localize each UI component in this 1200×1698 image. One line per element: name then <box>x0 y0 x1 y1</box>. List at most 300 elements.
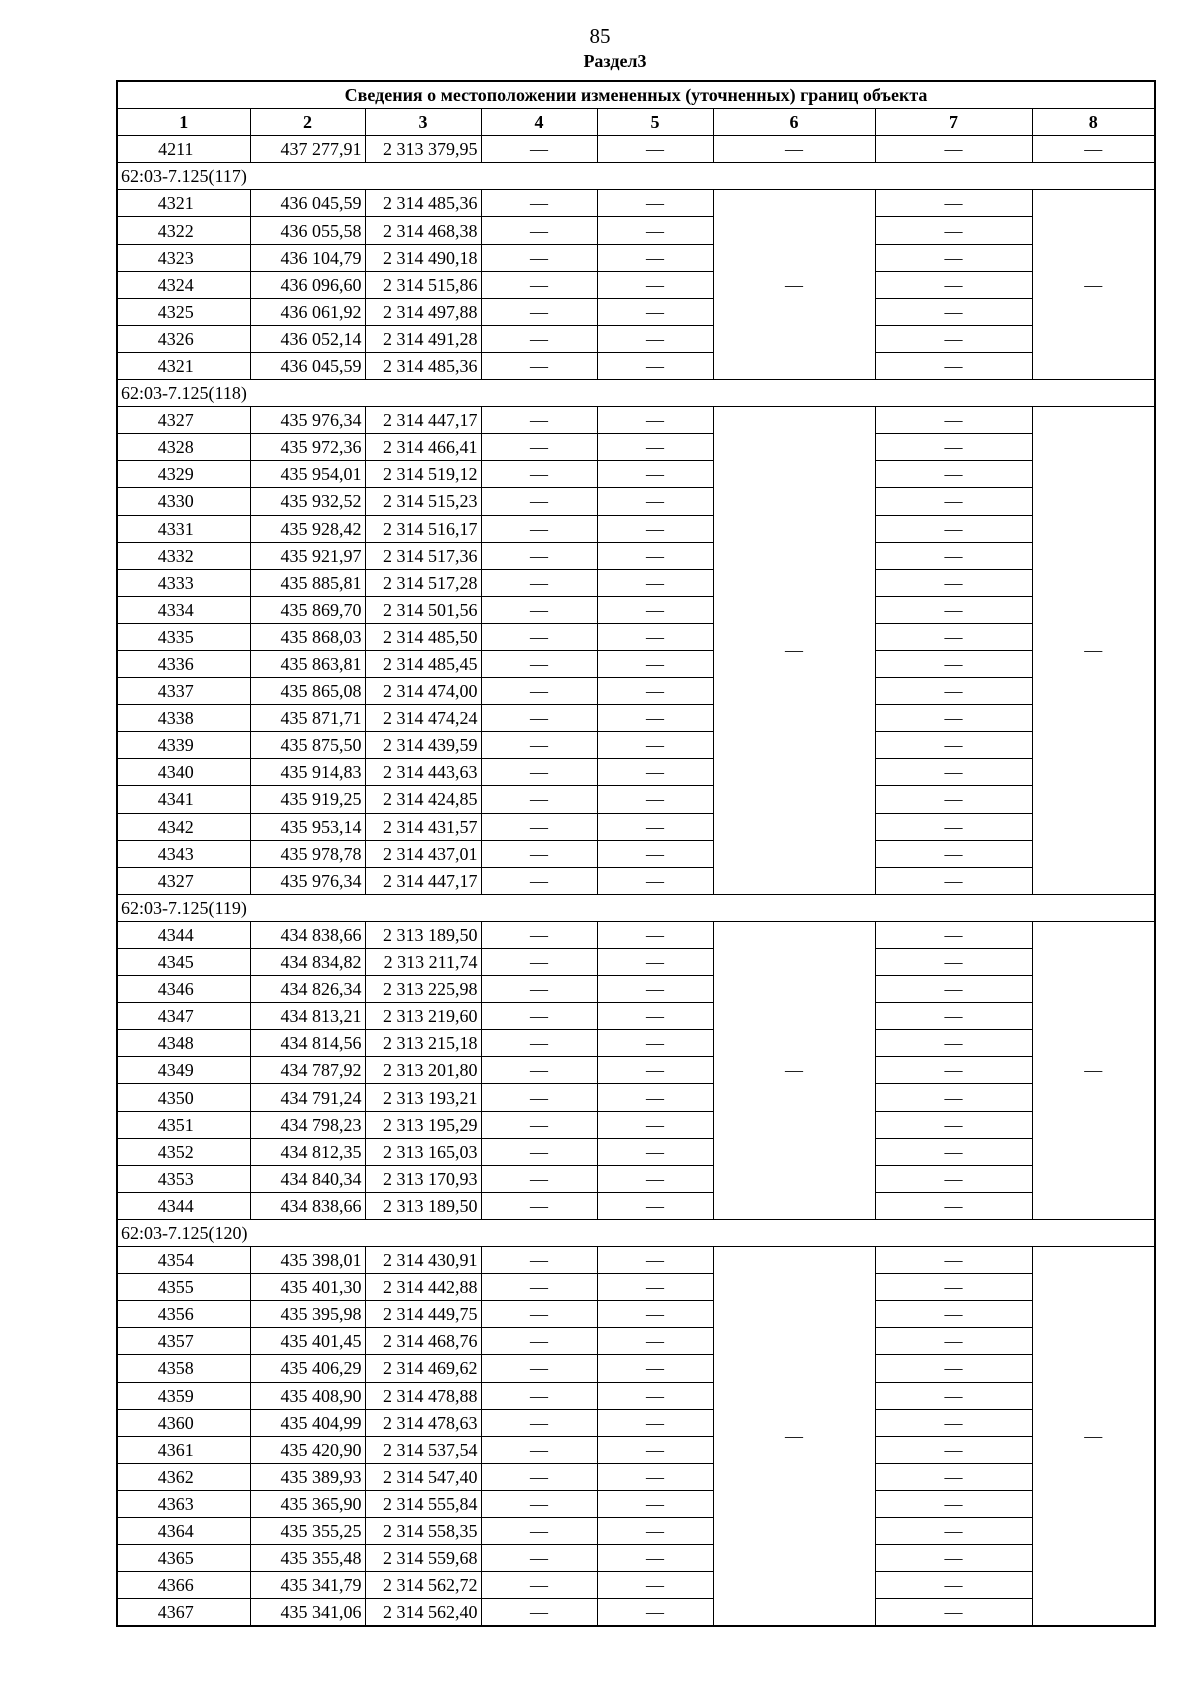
boundary-coordinates-table <box>116 80 1156 1627</box>
dash-cell: — <box>481 217 597 244</box>
table-row <box>117 678 1155 705</box>
dash-cell: — <box>597 1490 713 1517</box>
table-row <box>117 840 1155 867</box>
coordinate-x: 435 341,06 <box>250 1599 365 1627</box>
dash-cell: — <box>481 298 597 325</box>
coordinate-x: 434 798,23 <box>250 1111 365 1138</box>
point-number: 4324 <box>117 271 250 298</box>
point-number: 4343 <box>117 840 250 867</box>
dash-cell: — <box>597 759 713 786</box>
dash-cell: — <box>481 1003 597 1030</box>
merged-dash-cell: — <box>1032 1247 1155 1627</box>
table-row <box>117 1436 1155 1463</box>
dash-cell: — <box>597 298 713 325</box>
dash-cell: — <box>875 650 1032 677</box>
coordinate-y: 2 314 559,68 <box>365 1545 481 1572</box>
point-number: 4355 <box>117 1274 250 1301</box>
column-header: 2 <box>250 109 365 136</box>
table-row <box>117 461 1155 488</box>
point-number: 4351 <box>117 1111 250 1138</box>
dash-cell: — <box>875 136 1032 163</box>
dash-cell: — <box>875 1545 1032 1572</box>
group-label: 62:03-7.125(119) <box>117 894 1155 921</box>
dash-cell: — <box>597 190 713 217</box>
merged-dash-cell: — <box>1032 407 1155 895</box>
coordinate-x: 434 834,82 <box>250 949 365 976</box>
dash-cell: — <box>481 1084 597 1111</box>
table-row <box>117 271 1155 298</box>
dash-cell: — <box>597 434 713 461</box>
point-number: 4339 <box>117 732 250 759</box>
dash-cell: — <box>597 840 713 867</box>
coordinate-y: 2 314 490,18 <box>365 244 481 271</box>
dash-cell: — <box>597 1463 713 1490</box>
coordinate-y: 2 313 219,60 <box>365 1003 481 1030</box>
coordinate-y: 2 313 225,98 <box>365 976 481 1003</box>
dash-cell: — <box>597 1545 713 1572</box>
point-number: 4358 <box>117 1355 250 1382</box>
table-row <box>117 1003 1155 1030</box>
coordinate-y: 2 314 555,84 <box>365 1490 481 1517</box>
coordinate-y: 2 314 474,24 <box>365 705 481 732</box>
dash-cell: — <box>875 190 1032 217</box>
dash-cell: — <box>875 1572 1032 1599</box>
dash-cell: — <box>481 1301 597 1328</box>
dash-cell: — <box>875 759 1032 786</box>
coordinate-y: 2 313 193,21 <box>365 1084 481 1111</box>
dash-cell: — <box>481 867 597 894</box>
coordinate-x: 434 813,21 <box>250 1003 365 1030</box>
coordinate-x: 435 921,97 <box>250 542 365 569</box>
dash-cell: — <box>875 1274 1032 1301</box>
dash-cell: — <box>481 1192 597 1219</box>
coordinate-x: 435 919,25 <box>250 786 365 813</box>
dash-cell: — <box>597 1003 713 1030</box>
dash-cell: — <box>597 813 713 840</box>
merged-dash-cell: — <box>1032 190 1155 380</box>
dash-cell: — <box>481 1247 597 1274</box>
point-number: 4364 <box>117 1517 250 1544</box>
dash-cell: — <box>481 705 597 732</box>
coordinate-x: 435 401,45 <box>250 1328 365 1355</box>
coordinate-y: 2 314 447,17 <box>365 407 481 434</box>
column-header: 1 <box>117 109 250 136</box>
table-row <box>117 813 1155 840</box>
coordinate-x: 436 045,59 <box>250 190 365 217</box>
dash-cell: — <box>481 542 597 569</box>
coordinate-y: 2 314 515,23 <box>365 488 481 515</box>
dash-cell: — <box>597 596 713 623</box>
coordinate-y: 2 314 447,17 <box>365 867 481 894</box>
dash-cell: — <box>875 867 1032 894</box>
coordinate-y: 2 313 211,74 <box>365 949 481 976</box>
coordinate-y: 2 314 517,36 <box>365 542 481 569</box>
table-row <box>117 1328 1155 1355</box>
point-number: 4335 <box>117 623 250 650</box>
dash-cell: — <box>481 1274 597 1301</box>
column-header: 3 <box>365 109 481 136</box>
dash-cell: — <box>481 244 597 271</box>
coordinate-x: 435 865,08 <box>250 678 365 705</box>
table-body <box>117 136 1155 1627</box>
dash-cell: — <box>597 542 713 569</box>
point-number: 4329 <box>117 461 250 488</box>
point-number: 4332 <box>117 542 250 569</box>
dash-cell: — <box>597 461 713 488</box>
dash-cell: — <box>481 1057 597 1084</box>
table-row <box>117 136 1155 163</box>
coordinate-x: 435 404,99 <box>250 1409 365 1436</box>
dash-cell: — <box>875 1165 1032 1192</box>
point-number: 4321 <box>117 190 250 217</box>
dash-cell: — <box>481 1463 597 1490</box>
dash-cell: — <box>481 325 597 352</box>
dash-cell: — <box>481 1545 597 1572</box>
table-row <box>117 515 1155 542</box>
dash-cell: — <box>597 921 713 948</box>
coordinate-y: 2 314 562,72 <box>365 1572 481 1599</box>
dash-cell: — <box>875 569 1032 596</box>
point-number: 4326 <box>117 325 250 352</box>
point-number: 4363 <box>117 1490 250 1517</box>
coordinate-x: 435 871,71 <box>250 705 365 732</box>
table-row <box>117 1490 1155 1517</box>
dash-cell: — <box>481 1490 597 1517</box>
coordinate-x: 435 976,34 <box>250 867 365 894</box>
dash-cell: — <box>875 217 1032 244</box>
dash-cell: — <box>875 325 1032 352</box>
dash-cell: — <box>481 650 597 677</box>
coordinate-x: 436 061,92 <box>250 298 365 325</box>
coordinate-x: 434 840,34 <box>250 1165 365 1192</box>
dash-cell: — <box>875 515 1032 542</box>
dash-cell: — <box>875 352 1032 379</box>
table-row <box>117 1111 1155 1138</box>
coordinate-y: 2 313 165,03 <box>365 1138 481 1165</box>
dash-cell: — <box>481 1436 597 1463</box>
coordinate-x: 435 355,48 <box>250 1545 365 1572</box>
dash-cell: — <box>481 488 597 515</box>
dash-cell: — <box>597 1382 713 1409</box>
dash-cell: — <box>875 1247 1032 1274</box>
column-header: 5 <box>597 109 713 136</box>
coordinate-x: 435 868,03 <box>250 623 365 650</box>
group-label: 62:03-7.125(117) <box>117 163 1155 190</box>
point-number: 4352 <box>117 1138 250 1165</box>
coordinate-x: 434 791,24 <box>250 1084 365 1111</box>
dash-cell: — <box>597 650 713 677</box>
table-row <box>117 596 1155 623</box>
coordinate-y: 2 314 517,28 <box>365 569 481 596</box>
point-number: 4367 <box>117 1599 250 1627</box>
table-row <box>117 1192 1155 1219</box>
dash-cell: — <box>597 1138 713 1165</box>
dash-cell: — <box>875 244 1032 271</box>
coordinate-x: 435 395,98 <box>250 1301 365 1328</box>
coordinate-x: 434 812,35 <box>250 1138 365 1165</box>
coordinate-x: 435 365,90 <box>250 1490 365 1517</box>
point-number: 4366 <box>117 1572 250 1599</box>
table-row <box>117 1084 1155 1111</box>
dash-cell: — <box>875 840 1032 867</box>
dash-cell: — <box>597 1409 713 1436</box>
dash-cell: — <box>481 623 597 650</box>
point-number: 4334 <box>117 596 250 623</box>
dash-cell: — <box>875 1517 1032 1544</box>
coordinate-x: 434 814,56 <box>250 1030 365 1057</box>
dash-cell: — <box>597 976 713 1003</box>
dash-cell: — <box>875 1436 1032 1463</box>
point-number: 4211 <box>117 136 250 163</box>
coordinate-x: 437 277,91 <box>250 136 365 163</box>
coordinate-x: 436 096,60 <box>250 271 365 298</box>
merged-dash-cell: — <box>713 1247 875 1627</box>
point-number: 4336 <box>117 650 250 677</box>
dash-cell: — <box>481 1517 597 1544</box>
table-row <box>117 1138 1155 1165</box>
coordinate-x: 435 355,25 <box>250 1517 365 1544</box>
dash-cell: — <box>875 407 1032 434</box>
point-number: 4338 <box>117 705 250 732</box>
point-number: 4333 <box>117 569 250 596</box>
dash-cell: — <box>875 921 1032 948</box>
dash-cell: — <box>875 1192 1032 1219</box>
point-number: 4349 <box>117 1057 250 1084</box>
point-number: 4350 <box>117 1084 250 1111</box>
dash-cell: — <box>481 596 597 623</box>
point-number: 4344 <box>117 921 250 948</box>
dash-cell: — <box>875 1111 1032 1138</box>
point-number: 4361 <box>117 1436 250 1463</box>
point-number: 4322 <box>117 217 250 244</box>
dash-cell: — <box>875 1599 1032 1627</box>
point-number: 4365 <box>117 1545 250 1572</box>
coordinate-x: 435 420,90 <box>250 1436 365 1463</box>
dash-cell: — <box>597 244 713 271</box>
dash-cell: — <box>481 190 597 217</box>
dash-cell: — <box>875 1138 1032 1165</box>
point-number: 4321 <box>117 352 250 379</box>
coordinate-x: 435 976,34 <box>250 407 365 434</box>
dash-cell: — <box>481 136 597 163</box>
dash-cell: — <box>875 1328 1032 1355</box>
dash-cell: — <box>597 732 713 759</box>
table-caption-row <box>117 81 1155 109</box>
coordinate-x: 434 838,66 <box>250 921 365 948</box>
dash-cell: — <box>875 1301 1032 1328</box>
dash-cell: — <box>875 461 1032 488</box>
dash-cell: — <box>875 1057 1032 1084</box>
table-row <box>117 1545 1155 1572</box>
section-title: Раздел3 <box>583 51 647 71</box>
coordinate-y: 2 314 437,01 <box>365 840 481 867</box>
point-number: 4341 <box>117 786 250 813</box>
coordinate-y: 2 314 491,28 <box>365 325 481 352</box>
point-number: 4348 <box>117 1030 250 1057</box>
coordinate-y: 2 314 478,63 <box>365 1409 481 1436</box>
dash-cell: — <box>481 949 597 976</box>
point-number: 4360 <box>117 1409 250 1436</box>
point-number: 4340 <box>117 759 250 786</box>
dash-cell: — <box>597 1192 713 1219</box>
coordinate-x: 435 978,78 <box>250 840 365 867</box>
dash-cell: — <box>875 1382 1032 1409</box>
group-header-row <box>117 894 1155 921</box>
dash-cell: — <box>875 623 1032 650</box>
table-row <box>117 569 1155 596</box>
dash-cell: — <box>875 596 1032 623</box>
coordinate-y: 2 314 439,59 <box>365 732 481 759</box>
dash-cell: — <box>481 1030 597 1057</box>
dash-cell: — <box>481 352 597 379</box>
table-row <box>117 1057 1155 1084</box>
coordinate-x: 436 045,59 <box>250 352 365 379</box>
point-number: 4362 <box>117 1463 250 1490</box>
table-row <box>117 1165 1155 1192</box>
coordinate-x: 435 863,81 <box>250 650 365 677</box>
dash-cell: — <box>597 1111 713 1138</box>
dash-cell: — <box>481 1111 597 1138</box>
merged-dash-cell: — <box>713 190 875 380</box>
coordinate-y: 2 314 469,62 <box>365 1355 481 1382</box>
column-header: 4 <box>481 109 597 136</box>
coordinate-x: 436 055,58 <box>250 217 365 244</box>
dash-cell: — <box>875 1030 1032 1057</box>
table-row <box>117 298 1155 325</box>
table-row <box>117 488 1155 515</box>
group-header-row <box>117 1219 1155 1246</box>
coordinate-y: 2 313 189,50 <box>365 921 481 948</box>
dash-cell: — <box>875 732 1032 759</box>
coordinate-x: 434 826,34 <box>250 976 365 1003</box>
dash-cell: — <box>481 732 597 759</box>
dash-cell: — <box>875 1463 1032 1490</box>
coordinate-y: 2 313 195,29 <box>365 1111 481 1138</box>
dash-cell: — <box>597 1599 713 1627</box>
dash-cell: — <box>481 515 597 542</box>
dash-cell: — <box>875 542 1032 569</box>
point-number: 4353 <box>117 1165 250 1192</box>
coordinate-x: 435 389,93 <box>250 1463 365 1490</box>
coordinate-y: 2 314 485,50 <box>365 623 481 650</box>
column-header: 7 <box>875 109 1032 136</box>
point-number: 4337 <box>117 678 250 705</box>
dash-cell: — <box>875 678 1032 705</box>
table-row <box>117 1274 1155 1301</box>
coordinate-y: 2 314 443,63 <box>365 759 481 786</box>
dash-cell: — <box>597 1057 713 1084</box>
dash-cell: — <box>597 407 713 434</box>
dash-cell: — <box>481 434 597 461</box>
dash-cell: — <box>875 1490 1032 1517</box>
dash-cell: — <box>481 1382 597 1409</box>
dash-cell: — <box>481 1165 597 1192</box>
dash-cell: — <box>875 705 1032 732</box>
coordinate-y: 2 314 466,41 <box>365 434 481 461</box>
point-number: 4359 <box>117 1382 250 1409</box>
dash-cell: — <box>597 1165 713 1192</box>
dash-cell: — <box>597 705 713 732</box>
table-row <box>117 1030 1155 1057</box>
coordinate-y: 2 314 562,40 <box>365 1599 481 1627</box>
dash-cell: — <box>481 1138 597 1165</box>
table-row <box>117 1517 1155 1544</box>
coordinate-y: 2 314 547,40 <box>365 1463 481 1490</box>
coordinate-x: 435 398,01 <box>250 1247 365 1274</box>
page-number: 85 <box>589 24 611 48</box>
coordinate-y: 2 314 478,88 <box>365 1382 481 1409</box>
dash-cell: — <box>481 840 597 867</box>
point-number: 4357 <box>117 1328 250 1355</box>
coordinate-y: 2 314 485,36 <box>365 190 481 217</box>
dash-cell: — <box>597 325 713 352</box>
coordinate-y: 2 313 215,18 <box>365 1030 481 1057</box>
column-header: 6 <box>713 109 875 136</box>
dash-cell: — <box>597 136 713 163</box>
coordinate-y: 2 314 430,91 <box>365 1247 481 1274</box>
group-label: 62:03-7.125(120) <box>117 1219 1155 1246</box>
dash-cell: — <box>597 271 713 298</box>
coordinate-y: 2 314 537,54 <box>365 1436 481 1463</box>
coordinate-x: 435 869,70 <box>250 596 365 623</box>
merged-dash-cell: — <box>713 407 875 895</box>
dash-cell: — <box>597 1355 713 1382</box>
dash-cell: — <box>875 298 1032 325</box>
dash-cell: — <box>597 949 713 976</box>
coordinate-x: 435 914,83 <box>250 759 365 786</box>
point-number: 4347 <box>117 1003 250 1030</box>
dash-cell: — <box>597 678 713 705</box>
coordinate-x: 435 885,81 <box>250 569 365 596</box>
coordinate-y: 2 314 424,85 <box>365 786 481 813</box>
dash-cell: — <box>481 976 597 1003</box>
coordinate-y: 2 314 485,45 <box>365 650 481 677</box>
dash-cell: — <box>875 271 1032 298</box>
dash-cell: — <box>713 136 875 163</box>
dash-cell: — <box>481 786 597 813</box>
merged-dash-cell: — <box>713 921 875 1219</box>
table-row <box>117 434 1155 461</box>
table-row <box>117 759 1155 786</box>
dash-cell: — <box>597 352 713 379</box>
coordinate-y: 2 314 442,88 <box>365 1274 481 1301</box>
table-row <box>117 1572 1155 1599</box>
point-number: 4354 <box>117 1247 250 1274</box>
point-number: 4344 <box>117 1192 250 1219</box>
coordinate-y: 2 314 501,56 <box>365 596 481 623</box>
dash-cell: — <box>481 1328 597 1355</box>
point-number: 4346 <box>117 976 250 1003</box>
point-number: 4330 <box>117 488 250 515</box>
dash-cell: — <box>875 434 1032 461</box>
table-row <box>117 352 1155 379</box>
column-header: 8 <box>1032 109 1155 136</box>
coordinate-x: 435 953,14 <box>250 813 365 840</box>
coordinate-y: 2 314 485,36 <box>365 352 481 379</box>
coordinate-y: 2 314 474,00 <box>365 678 481 705</box>
coordinate-x: 435 875,50 <box>250 732 365 759</box>
point-number: 4356 <box>117 1301 250 1328</box>
table-row <box>117 1463 1155 1490</box>
dash-cell: — <box>597 1084 713 1111</box>
dash-cell: — <box>481 1355 597 1382</box>
coordinate-y: 2 313 170,93 <box>365 1165 481 1192</box>
dash-cell: — <box>597 1301 713 1328</box>
table-row <box>117 921 1155 948</box>
coordinate-x: 435 954,01 <box>250 461 365 488</box>
group-header-row <box>117 380 1155 407</box>
group-label: 62:03-7.125(118) <box>117 380 1155 407</box>
